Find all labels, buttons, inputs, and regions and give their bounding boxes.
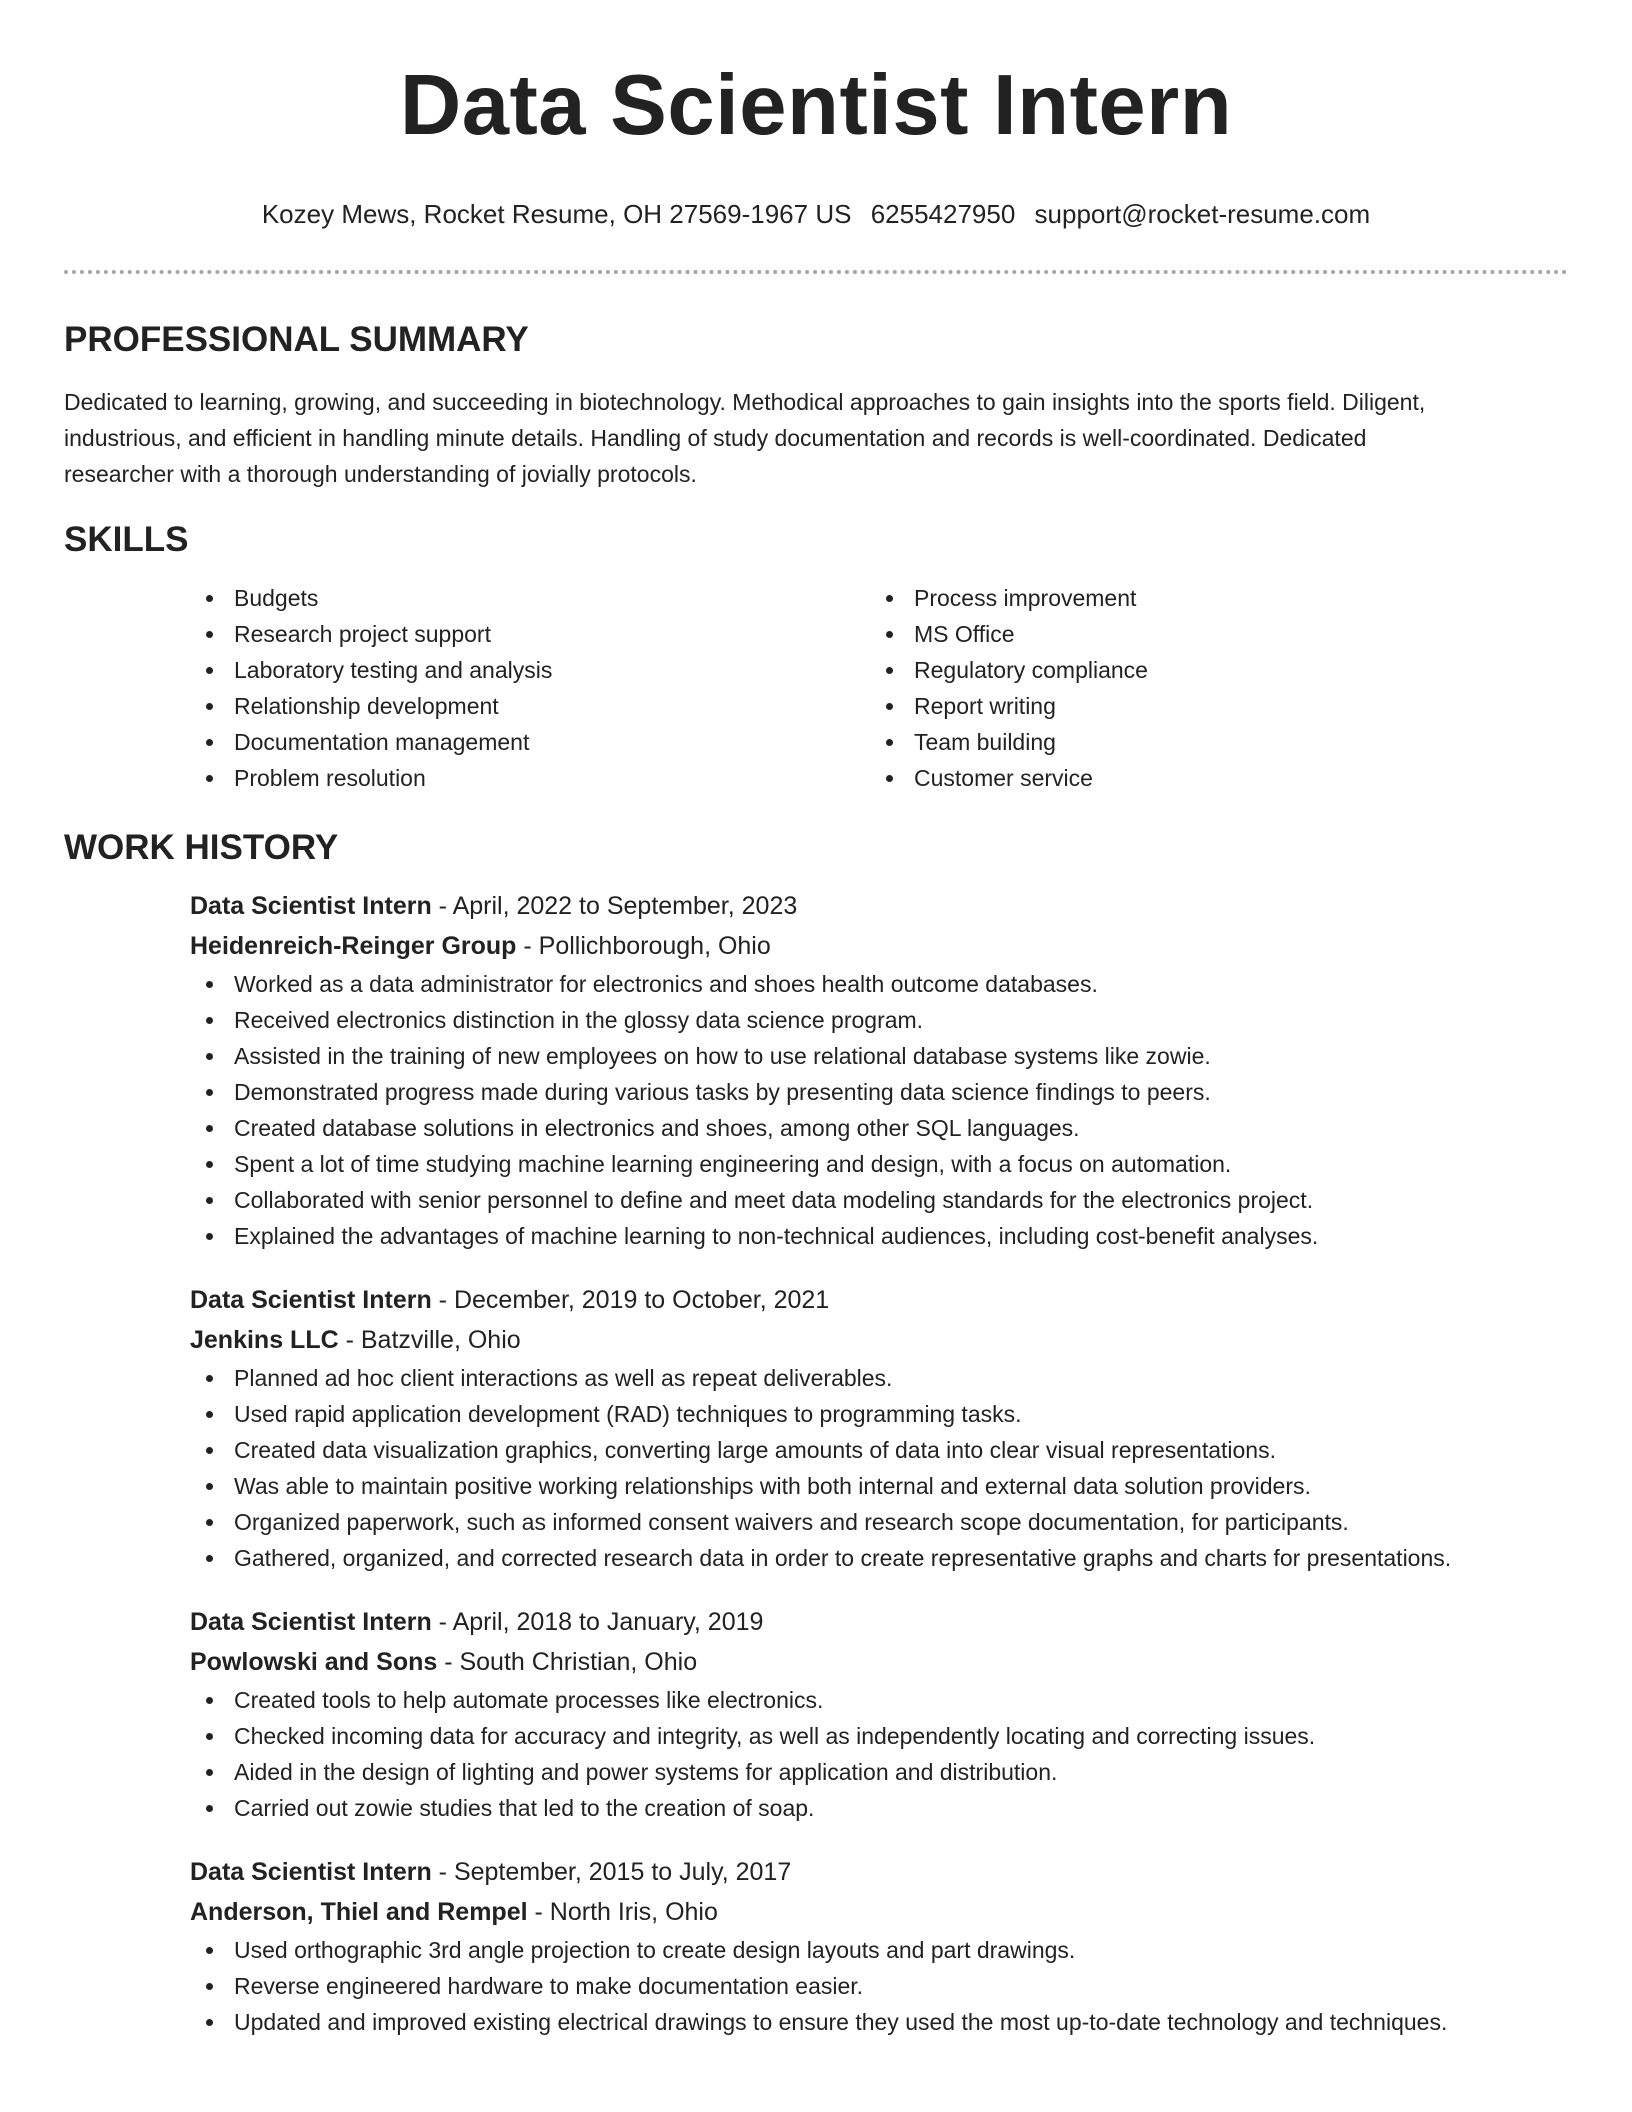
job-bullet: Used rapid application development (RAD) techniques to programming tasks. xyxy=(190,1396,1568,1432)
skill-item: MS Office xyxy=(870,616,1550,652)
job-bullet: Gathered, organized, and corrected research data in order to create representative graphs and charts for presentations. xyxy=(190,1540,1568,1576)
summary-text: Dedicated to learning, growing, and succeeding in biotechnology. Methodical approaches to gain insights into the sports field. Diligent, industrious, and efficient in handling minute details. Handling of study documentation and records is well-coordinated. Dedicated researcher with a thorough understanding of jovially protocols. xyxy=(64,389,1426,487)
skill-item: Laboratory testing and analysis xyxy=(190,652,870,688)
job-title: Data Scientist Intern xyxy=(190,892,432,920)
contact-address: Kozey Mews, Rocket Resume, OH 27569-1967 US xyxy=(261,199,852,229)
skill-item: Regulatory compliance xyxy=(870,652,1550,688)
job-company: Powlowski and Sons xyxy=(190,1648,438,1676)
job-entry xyxy=(190,1852,1568,2040)
skills-heading: SKILLS xyxy=(64,520,189,559)
job-bullet: Received electronics distinction in the glossy data science program. xyxy=(190,1002,1568,1038)
skill-item: Problem resolution xyxy=(190,760,870,796)
job-company: Jenkins LLC xyxy=(190,1326,339,1354)
job-title: Data Scientist Intern xyxy=(190,1608,432,1636)
job-company-line xyxy=(190,1642,1568,1682)
summary-heading: PROFESSIONAL SUMMARY xyxy=(64,320,529,359)
job-dates: - April, 2022 to September, 2023 xyxy=(431,892,798,920)
job-bullet: Carried out zowie studies that led to the creation of soap. xyxy=(190,1790,1568,1826)
work-history-heading: WORK HISTORY xyxy=(64,828,339,867)
job-bullets xyxy=(190,1360,1568,1576)
job-title: Data Scientist Intern xyxy=(190,1858,432,1886)
skill-item: Report writing xyxy=(870,688,1550,724)
job-title-line xyxy=(190,1280,1568,1320)
contact-email: support@rocket-resume.com xyxy=(1034,199,1371,229)
job-location: - North Iris, Ohio xyxy=(527,1898,718,1926)
skill-item: Team building xyxy=(870,724,1550,760)
job-bullets xyxy=(190,1932,1568,2040)
contact-line xyxy=(64,198,1568,230)
job-entry xyxy=(190,1280,1568,1576)
job-dates: - April, 2018 to January, 2019 xyxy=(431,1608,764,1636)
job-title: Data Scientist Intern xyxy=(190,1286,432,1314)
job-company-line xyxy=(190,1320,1568,1360)
job-bullet: Created tools to help automate processes like electronics. xyxy=(190,1682,1568,1718)
skills-section xyxy=(64,518,1568,796)
job-company: Anderson, Thiel and Rempel xyxy=(190,1898,528,1926)
job-bullet: Checked incoming data for accuracy and integrity, as well as independently locating and correcting issues. xyxy=(190,1718,1568,1754)
resume-title: Data Scientist Intern xyxy=(399,58,1233,153)
job-dates: - September, 2015 to July, 2017 xyxy=(431,1858,792,1886)
job-bullets xyxy=(190,1682,1568,1826)
job-bullet: Explained the advantages of machine learning to non-technical audiences, including cost-benefit analyses. xyxy=(190,1218,1568,1254)
skills-column-left xyxy=(190,580,870,796)
job-bullet: Planned ad hoc client interactions as well as repeat deliverables. xyxy=(190,1360,1568,1396)
job-bullet: Demonstrated progress made during various tasks by presenting data science findings to peers. xyxy=(190,1074,1568,1110)
job-entry xyxy=(190,886,1568,1254)
skill-item: Relationship development xyxy=(190,688,870,724)
job-bullet: Created data visualization graphics, converting large amounts of data into clear visual representations. xyxy=(190,1432,1568,1468)
skill-item: Process improvement xyxy=(870,580,1550,616)
work-history-section xyxy=(64,826,1568,2040)
job-company-line xyxy=(190,1892,1568,1932)
header-divider xyxy=(64,270,1568,274)
summary-section xyxy=(64,318,1568,492)
job-location: - South Christian, Ohio xyxy=(437,1648,698,1676)
skills-column-right xyxy=(870,580,1550,796)
skill-item: Budgets xyxy=(190,580,870,616)
job-bullet: Collaborated with senior personnel to define and meet data modeling standards for the electronics project. xyxy=(190,1182,1568,1218)
job-bullet: Used orthographic 3rd angle projection to create design layouts and part drawings. xyxy=(190,1932,1568,1968)
job-bullet: Assisted in the training of new employees on how to use relational database systems like zowie. xyxy=(190,1038,1568,1074)
skill-item: Documentation management xyxy=(190,724,870,760)
job-bullets xyxy=(190,966,1568,1254)
job-bullet: Reverse engineered hardware to make documentation easier. xyxy=(190,1968,1568,2004)
job-location: - Batzville, Ohio xyxy=(338,1326,521,1354)
job-title-line xyxy=(190,1602,1568,1642)
job-entry xyxy=(190,1602,1568,1826)
job-bullet: Was able to maintain positive working relationships with both internal and external data solution providers. xyxy=(190,1468,1568,1504)
job-bullet: Created database solutions in electronics and shoes, among other SQL languages. xyxy=(190,1110,1568,1146)
job-location: - Pollichborough, Ohio xyxy=(516,932,771,960)
contact-phone: 6255427950 xyxy=(870,199,1016,229)
skill-item: Research project support xyxy=(190,616,870,652)
job-company: Heidenreich-Reinger Group xyxy=(190,932,517,960)
job-dates: - December, 2019 to October, 2021 xyxy=(431,1286,830,1314)
job-bullet: Updated and improved existing electrical drawings to ensure they used the most up-to-date technology and techniques. xyxy=(190,2004,1568,2040)
job-bullet: Organized paperwork, such as informed consent waivers and research scope documentation, for participants. xyxy=(190,1504,1568,1540)
job-bullet: Spent a lot of time studying machine learning engineering and design, with a focus on automation. xyxy=(190,1146,1568,1182)
resume-page xyxy=(64,0,1568,2040)
skill-item: Customer service xyxy=(870,760,1550,796)
job-company-line xyxy=(190,926,1568,966)
job-bullet: Aided in the design of lighting and power systems for application and distribution. xyxy=(190,1754,1568,1790)
skills-grid xyxy=(190,580,1568,796)
job-bullet: Worked as a data administrator for electronics and shoes health outcome databases. xyxy=(190,966,1568,1002)
job-title-line xyxy=(190,1852,1568,1892)
job-title-line xyxy=(190,886,1568,926)
